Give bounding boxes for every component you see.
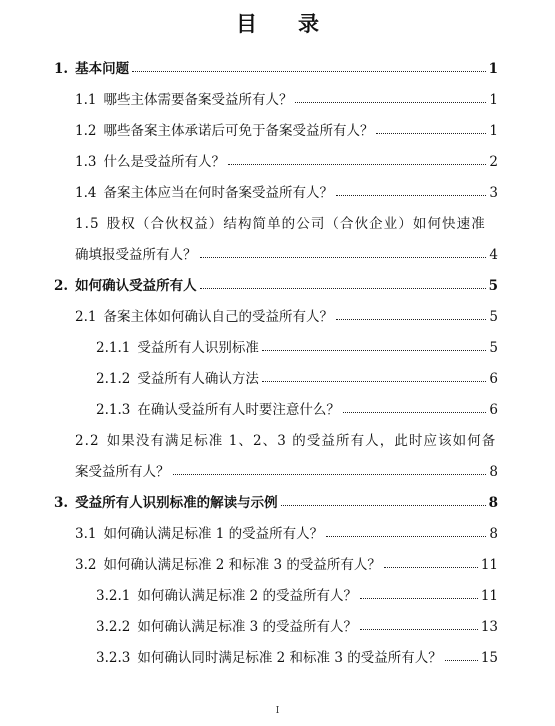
toc-entry-title: 在确认受益所有人时要注意什么？ xyxy=(137,402,340,418)
dot-leader xyxy=(200,256,487,258)
toc-entry-number: 2.1.3 xyxy=(96,402,131,418)
toc-entry-number: 3.2.2 xyxy=(96,619,131,635)
toc-entry-number: 2. xyxy=(54,278,69,294)
toc-entry-page: 5 xyxy=(488,278,498,294)
toc-entry-title: 受益所有人识别标准的解读与示例 xyxy=(75,495,278,511)
toc-entry-2[interactable] xyxy=(54,269,498,300)
toc-entry-title: 基本问题 xyxy=(75,61,130,77)
toc-entry-1-1[interactable] xyxy=(54,83,498,114)
toc-entry-title: 如何确认满足标准 3 的受益所有人？ xyxy=(137,619,358,635)
toc-entry-3-1[interactable] xyxy=(54,517,498,548)
toc-entry-title: 哪些备案主体承诺后可免于备案受益所有人？ xyxy=(103,123,374,139)
toc-entry-2-1-1[interactable] xyxy=(54,331,498,362)
dot-leader xyxy=(326,535,486,537)
toc-entry-number: 1.3 xyxy=(75,154,97,170)
toc-entry-number: 2.1.1 xyxy=(96,340,131,356)
toc-entry-page: 3 xyxy=(489,185,498,201)
toc-entry-number: 3.2 xyxy=(75,557,97,573)
toc-entry-page: 8 xyxy=(489,526,498,542)
dot-leader xyxy=(376,132,486,134)
toc-entry-number: 1.2 xyxy=(75,123,97,139)
toc-entry-2-2[interactable] xyxy=(54,424,498,486)
toc-entry-page: 2 xyxy=(489,154,498,170)
toc-entry-page: 8 xyxy=(488,495,498,511)
toc-entry-number: 2.1 xyxy=(75,309,97,325)
toc-entry-page: 5 xyxy=(489,340,498,356)
toc-entry-number: 1.1 xyxy=(75,92,97,108)
toc-entry-number: 1. xyxy=(54,61,69,77)
toc-entry-number: 2.1.2 xyxy=(96,371,131,387)
toc-entry-title: 如何确认同时满足标准 2 和标准 3 的受益所有人？ xyxy=(137,650,442,666)
dot-leader xyxy=(281,504,486,506)
toc-entry-title: 如何确认满足标准 1 的受益所有人？ xyxy=(103,526,324,542)
toc-entry-page: 6 xyxy=(489,402,498,418)
toc-entry-number: 1.4 xyxy=(75,185,97,201)
toc-entry-page: 1 xyxy=(489,92,498,108)
toc-entry-3-2[interactable] xyxy=(54,548,498,579)
dot-leader xyxy=(262,380,487,382)
toc-entry-3-2-1[interactable] xyxy=(54,579,498,610)
toc-entry-page: 11 xyxy=(480,557,498,573)
dot-leader xyxy=(295,101,486,103)
dot-leader xyxy=(336,318,486,320)
toc-entry-title: 备案主体如何确认自己的受益所有人？ xyxy=(103,309,333,325)
dot-leader xyxy=(445,659,478,661)
toc-entry-title-continued: 案受益所有人？ xyxy=(75,464,170,480)
dot-leader xyxy=(173,473,487,475)
toc-entry-title: 备案主体应当在何时备案受益所有人？ xyxy=(103,185,333,201)
dot-leader xyxy=(360,628,478,630)
toc-entry-page: 8 xyxy=(489,464,498,480)
toc-title: 目 录 xyxy=(236,11,336,36)
dot-leader xyxy=(132,70,486,72)
toc-entry-title: 受益所有人确认方法 xyxy=(137,371,259,387)
toc-entry-number: 2.2 xyxy=(75,433,100,449)
toc-entry-page: 4 xyxy=(489,247,498,263)
toc-entry-1-3[interactable] xyxy=(54,145,498,176)
dot-leader xyxy=(262,349,487,351)
toc-entry-2-1-2[interactable] xyxy=(54,362,498,393)
toc-entry-1[interactable] xyxy=(54,52,498,83)
table-of-contents xyxy=(54,52,498,672)
toc-entry-number: 3.1 xyxy=(75,526,97,542)
toc-entry-title-continued: 确填报受益所有人？ xyxy=(75,247,197,263)
toc-entry-page: 6 xyxy=(489,371,498,387)
toc-entry-3-2-3[interactable] xyxy=(54,641,498,672)
toc-entry-1-4[interactable] xyxy=(54,176,498,207)
toc-entry-page: 13 xyxy=(480,619,498,635)
dot-leader xyxy=(360,597,478,599)
toc-entry-title: 哪些主体需要备案受益所有人？ xyxy=(103,92,293,108)
dot-leader xyxy=(336,194,486,196)
toc-entry-number: 3.2.1 xyxy=(96,588,131,604)
toc-entry-title: 如何确认受益所有人 xyxy=(75,278,197,294)
toc-entry-title: 什么是受益所有人？ xyxy=(103,154,225,170)
toc-entry-page: 11 xyxy=(480,588,498,604)
toc-entry-title: 如何确认满足标准 2 的受益所有人？ xyxy=(137,588,358,604)
toc-entry-page: 5 xyxy=(489,309,498,325)
toc-entry-2-1[interactable] xyxy=(54,300,498,331)
toc-entry-title: 如果没有满足标准 1、2、3 的受益所有人，此时应该如何备 xyxy=(106,433,497,449)
toc-entry-3-2-2[interactable] xyxy=(54,610,498,641)
toc-entry-title: 受益所有人识别标准 xyxy=(137,340,259,356)
dot-leader xyxy=(343,411,487,413)
toc-entry-2-1-3[interactable] xyxy=(54,393,498,424)
toc-entry-number: 1.5 xyxy=(75,216,100,232)
dot-leader xyxy=(200,287,486,289)
toc-entry-page: 1 xyxy=(489,123,498,139)
page-number: I xyxy=(275,706,280,716)
toc-entry-1-2[interactable] xyxy=(54,114,498,145)
toc-entry-3[interactable] xyxy=(54,486,498,517)
dot-leader xyxy=(228,163,486,165)
toc-entry-page: 1 xyxy=(488,61,498,77)
toc-entry-number: 3.2.3 xyxy=(96,650,131,666)
dot-leader xyxy=(384,566,478,568)
toc-entry-1-5[interactable] xyxy=(54,207,498,269)
toc-entry-number: 3. xyxy=(54,495,69,511)
toc-entry-page: 15 xyxy=(480,650,498,666)
toc-entry-title: 股权（合伙权益）结构简单的公司（合伙企业）如何快速准 xyxy=(106,216,486,232)
toc-entry-title: 如何确认满足标准 2 和标准 3 的受益所有人？ xyxy=(103,557,381,573)
